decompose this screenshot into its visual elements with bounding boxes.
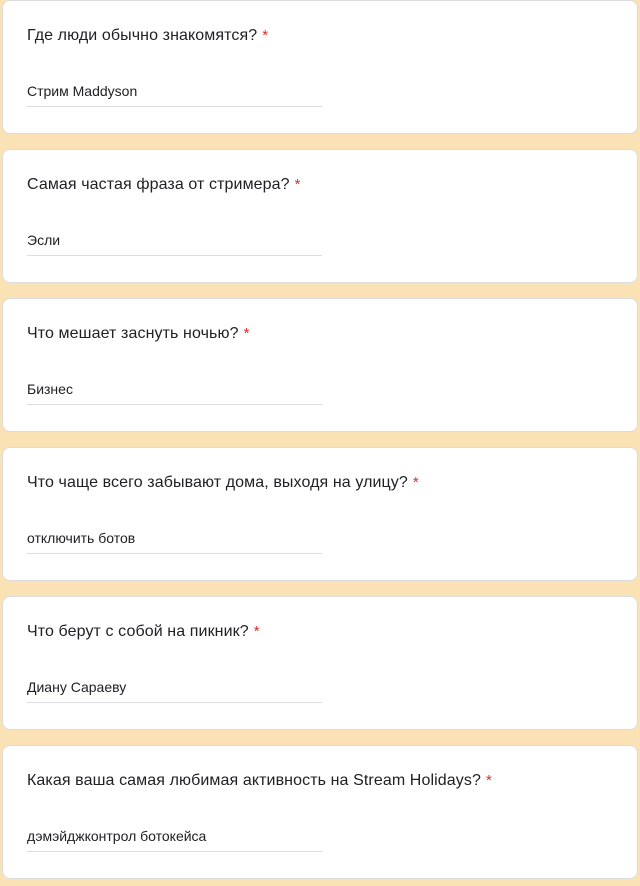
question-card xyxy=(2,298,638,432)
required-asterisk: * xyxy=(253,623,260,640)
required-asterisk: * xyxy=(262,27,269,44)
question-label xyxy=(27,175,613,195)
short-answer-input[interactable] xyxy=(27,83,322,107)
question-text: Что берут с собой на пикник? xyxy=(27,623,249,640)
answer-value: Диану Сараеву xyxy=(27,679,127,695)
answer-value: Бизнес xyxy=(27,381,73,397)
required-asterisk: * xyxy=(243,325,250,342)
question-text: Что мешает заснуть ночью? xyxy=(27,325,239,342)
question-card xyxy=(2,447,638,581)
question-label xyxy=(27,473,613,493)
question-text: Где люди обычно знакомятся? xyxy=(27,27,258,44)
short-answer-input[interactable] xyxy=(27,828,322,852)
question-card xyxy=(2,745,638,879)
answer-value: дэмэйджконтрол ботокейса xyxy=(27,828,207,844)
question-label xyxy=(27,324,613,344)
short-answer-input[interactable] xyxy=(27,530,322,554)
short-answer-input[interactable] xyxy=(27,381,322,405)
question-card xyxy=(2,0,638,134)
answer-value: Эсли xyxy=(27,232,61,248)
required-asterisk: * xyxy=(412,474,419,491)
answer-value: Стрим Maddyson xyxy=(27,83,138,99)
question-card xyxy=(2,149,638,283)
question-card xyxy=(2,596,638,730)
required-asterisk: * xyxy=(485,772,492,789)
answer-value: отключить ботов xyxy=(27,530,136,546)
question-text: Самая частая фраза от стримера? xyxy=(27,176,290,193)
short-answer-input[interactable] xyxy=(27,232,322,256)
question-label xyxy=(27,26,613,46)
required-asterisk: * xyxy=(294,176,301,193)
short-answer-input[interactable] xyxy=(27,679,322,703)
question-text: Какая ваша самая любимая активность на Stream Holidays? xyxy=(27,772,481,789)
question-label xyxy=(27,622,613,642)
question-text: Что чаще всего забывают дома, выходя на улицу? xyxy=(27,474,408,491)
question-label xyxy=(27,771,613,791)
